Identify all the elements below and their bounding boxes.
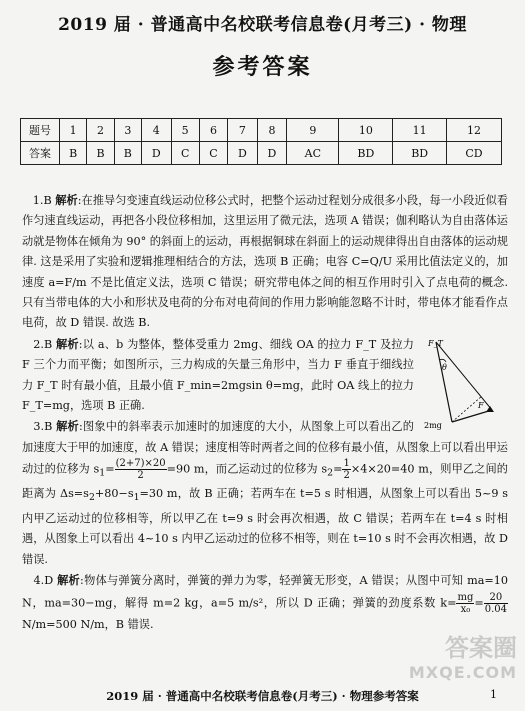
q4-text-a: :物体与弹簧分离时，弹簧的弹力为零，轻弹簧无形变，A 错误；从图中可知 ma=10 N，ma=30−mg，解得 m=2 kg，a=5 m/s²，所以 D 正确；弹簧的劲度系数 k= (22, 574, 509, 610)
q2-label: 解析 (55, 336, 79, 351)
page-number: 1 (490, 688, 497, 701)
question-number-cell: 11 (393, 119, 447, 142)
answer-cell: BD (339, 142, 393, 165)
question-1 (22, 190, 508, 334)
answer-cell: B (60, 142, 87, 165)
question-number-cell: 8 (257, 119, 287, 142)
solution-body (22, 190, 508, 635)
answer-row-label: 答案 (21, 142, 60, 165)
q3-text-e: =30 m，故 B 正确；若两车在 t=5 s 时相遇，从图象上可以看出 5~9 s 内甲乙运动过的位移相等，所以甲乙在 t=9 s 时会再次相遇，故 C 错误；若两车在 t=4 s 时相遇，从图象上可以看出 4~10 s 内甲乙运动过的位移不相等，则在 t=10 s 时不会再次相遇，故 D 错误. (22, 487, 508, 566)
question-3 (22, 416, 508, 570)
answer-table (20, 118, 502, 165)
page-footer: 2019 届 · 普通高中名校联考信息卷(月考三) · 物理参考答案 (106, 689, 419, 703)
question-number-cell: 5 (171, 119, 199, 142)
q3-sub-3: 2 (88, 492, 95, 504)
q3-frac1-den: 2 (137, 470, 144, 482)
figure-label-theta: θ (442, 362, 447, 372)
answer-cell: D (228, 142, 258, 165)
question-number-cell: 2 (87, 119, 114, 142)
q3-sub-1: 1 (99, 468, 106, 480)
question-number-cell: 6 (199, 119, 227, 142)
q4-number: 4.D (33, 574, 54, 588)
question-number-cell: 7 (228, 119, 258, 142)
q4-text-b: N/m=500 N/m，B 错误. (22, 617, 154, 631)
question-number-cell: 4 (141, 119, 171, 142)
answer-cell: B (87, 142, 114, 165)
q1-text: :在推导匀变速直线运动位移公式时，把整个运动过程划分成很多小段，每一小段近似看作匀速直线运动，再把各小段位移相加，这里运用了微元法，选项 A 错误；伽利略认为自由落体运动就是物体在倾角为 90° 的斜面上的运动，再根据铜球在斜面上的运动规律得出自由落体的运动规律. 这是采用了实验和逻辑推理相结合的方法，选项 B 正确；电容 C=Q/U 采用比值法定义的，加速度 a=F/m 不是比值定义法，选项 C 错误；研究带电体之间的相互作用时引入了点电荷的概念. 只有当带电体的大小和形状及电荷的分布对电荷间的作用力影响能忽略不计时，带电体才能看作点电荷，故 D 错误. 故选 B. (22, 194, 508, 330)
q2-text: :以 a、b 为整体，整体受重力 2mg、细线 OA 的拉力 F_T 及拉力 F 三个力而平衡；如图所示，三力构成的矢量三角形中，当力 F 垂直于细线拉力 F_T 时有最小值，且最小值 F_min=2mgsin θ=mg，此时 OA 线上的拉力 F_T=mg，选项 B 正确. (22, 337, 414, 413)
q3-text-d: +80−s (94, 487, 134, 501)
answer-cell: AC (287, 142, 339, 165)
q3-frac1-num: (2+7)×20 (115, 458, 166, 470)
q3-frac2-den: 2 (343, 470, 350, 482)
q3-text-b: =90 m，而乙运动过的位移为 s (166, 462, 328, 476)
q4-fraction-1 (456, 592, 474, 615)
q3-fraction-2 (342, 458, 350, 481)
q3-text-a: :图象中的斜率表示加速时的加速度的大小，从图象上可以看出乙的加速度大于甲的加速度，故 A 错误；速度相等时两者之间的位移有最小值，从图象上可以看出甲运动过的位移为 s (22, 420, 508, 476)
answer-cell: BD (393, 142, 447, 165)
figure-label-ft: F_T (428, 338, 443, 348)
q3-label: 解析 (56, 419, 79, 434)
q4-fraction-2 (484, 592, 508, 615)
page-subtitle: 参考答案 (212, 54, 313, 80)
q3-sub-2: 2 (327, 468, 334, 480)
q3-fraction-1 (115, 458, 167, 481)
q2-number: 2.B (33, 337, 53, 351)
question-4 (22, 570, 508, 635)
q3-number: 3.B (33, 420, 53, 434)
q3-frac2-num: 1 (343, 458, 350, 470)
answer-cell: C (199, 142, 227, 165)
watermark-line-2: MXQE.COM (408, 663, 517, 682)
answer-table-answer-row (21, 142, 502, 165)
q3-eq-1: = (105, 462, 115, 476)
question-number-cell: 12 (447, 119, 502, 142)
q3-eq-2: = (333, 462, 343, 476)
q3-text-c: ×4×20=40 m，则甲乙之间的距离为 Δs=s (22, 462, 508, 501)
answer-cell: D (141, 142, 171, 165)
q4-frac2-den: 0.04 (484, 603, 507, 615)
q4-frac1-den: x₀ (460, 603, 471, 615)
figure-label-2mg: 2mg (424, 420, 442, 430)
q1-label: 解析 (55, 193, 78, 207)
question-number-cell: 9 (287, 119, 339, 142)
force-triangle-figure (422, 336, 508, 436)
answer-cell: D (257, 142, 287, 165)
question-number-cell: 10 (339, 119, 393, 142)
answer-table-number-row (21, 119, 502, 142)
q4-frac1-num: mg (457, 591, 474, 603)
question-number-cell: 3 (114, 119, 141, 142)
watermark-line-1: 答案圈 (445, 634, 517, 662)
answer-cell: B (114, 142, 141, 165)
q4-label: 解析 (57, 573, 81, 588)
q4-frac2-num: 20 (484, 592, 508, 604)
answer-cell: CD (447, 142, 502, 165)
q4-eq: = (474, 596, 484, 610)
answer-cell: C (171, 142, 199, 165)
q1-number: 1.B (32, 194, 52, 207)
q3-sub-4: 1 (133, 492, 140, 504)
question-number-cell: 1 (60, 119, 87, 142)
figure-label-f: F (478, 400, 484, 410)
number-row-label: 题号 (21, 119, 60, 142)
page-title: 2019 届 · 普通高中名校联考信息卷(月考三) · 物理 (58, 15, 467, 35)
